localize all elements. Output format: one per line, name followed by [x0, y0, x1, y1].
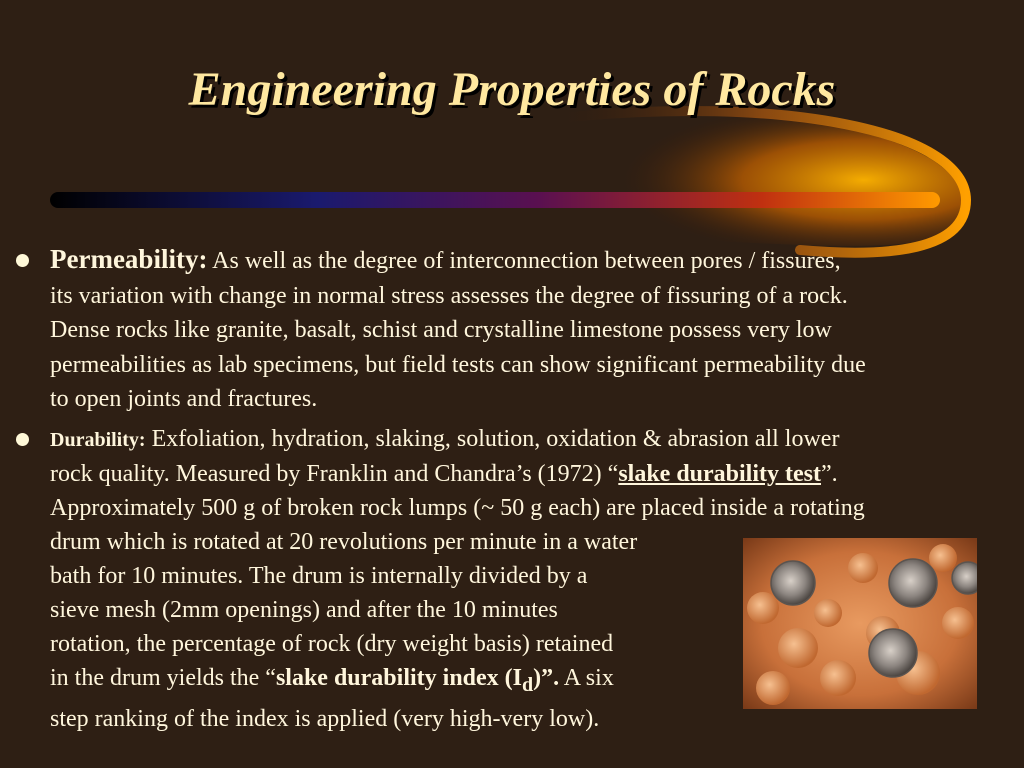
bullet-icon	[16, 433, 29, 446]
permeability-paragraph	[50, 242, 1018, 417]
rock-crystal-photo	[743, 538, 977, 709]
durability-label: Durability:	[50, 429, 146, 451]
durability-line-3: Approximately 500 g of broken rock lumps (~ 50 g each) are placed inside a rotating	[50, 495, 865, 521]
durability-line-7: rotation, the percentage of rock (dry weight basis) retained	[50, 631, 614, 657]
durability-line-9: step ranking of the index is applied (very high-very low).	[50, 705, 600, 732]
permeability-line-3: Dense rocks like granite, basalt, schist and crystalline limestone possess very low	[50, 317, 832, 343]
permeability-line-5: to open joints and fractures.	[50, 386, 318, 412]
permeability-label: Permeability:	[50, 244, 208, 274]
durability-line-2: rock quality. Measured by Franklin and Chandra’s (1972) “slake durability test”.	[50, 461, 838, 487]
durability-line-4: drum which is rotated at 20 revolutions per minute in a water	[50, 529, 638, 555]
slake-durability-test-link[interactable]: slake durability test	[618, 461, 821, 487]
bullet-icon	[16, 254, 29, 267]
permeability-line-2: its variation with change in normal stress assesses the degree of fissuring of a rock.	[50, 282, 848, 309]
durability-line-5: bath for 10 minutes. The drum is internally divided by a	[50, 563, 588, 589]
durability-line-6: sieve mesh (2mm openings) and after the 10 minutes	[50, 597, 558, 623]
durability-line-1: Durability: Exfoliation, hydration, slaking, solution, oxidation & abrasion all lower	[50, 426, 840, 452]
permeability-line-4: permeabilities as lab specimens, but field tests can show significant permeability due	[50, 351, 866, 378]
durability-line-8: in the drum yields the “slake durability index $(I_d)$”. A six	[50, 665, 614, 696]
slide-title: Engineering Properties of Rocks	[188, 63, 836, 116]
permeability-line-1: Permeability: As well as the degree of interconnection between pores / fissures,	[50, 244, 841, 274]
